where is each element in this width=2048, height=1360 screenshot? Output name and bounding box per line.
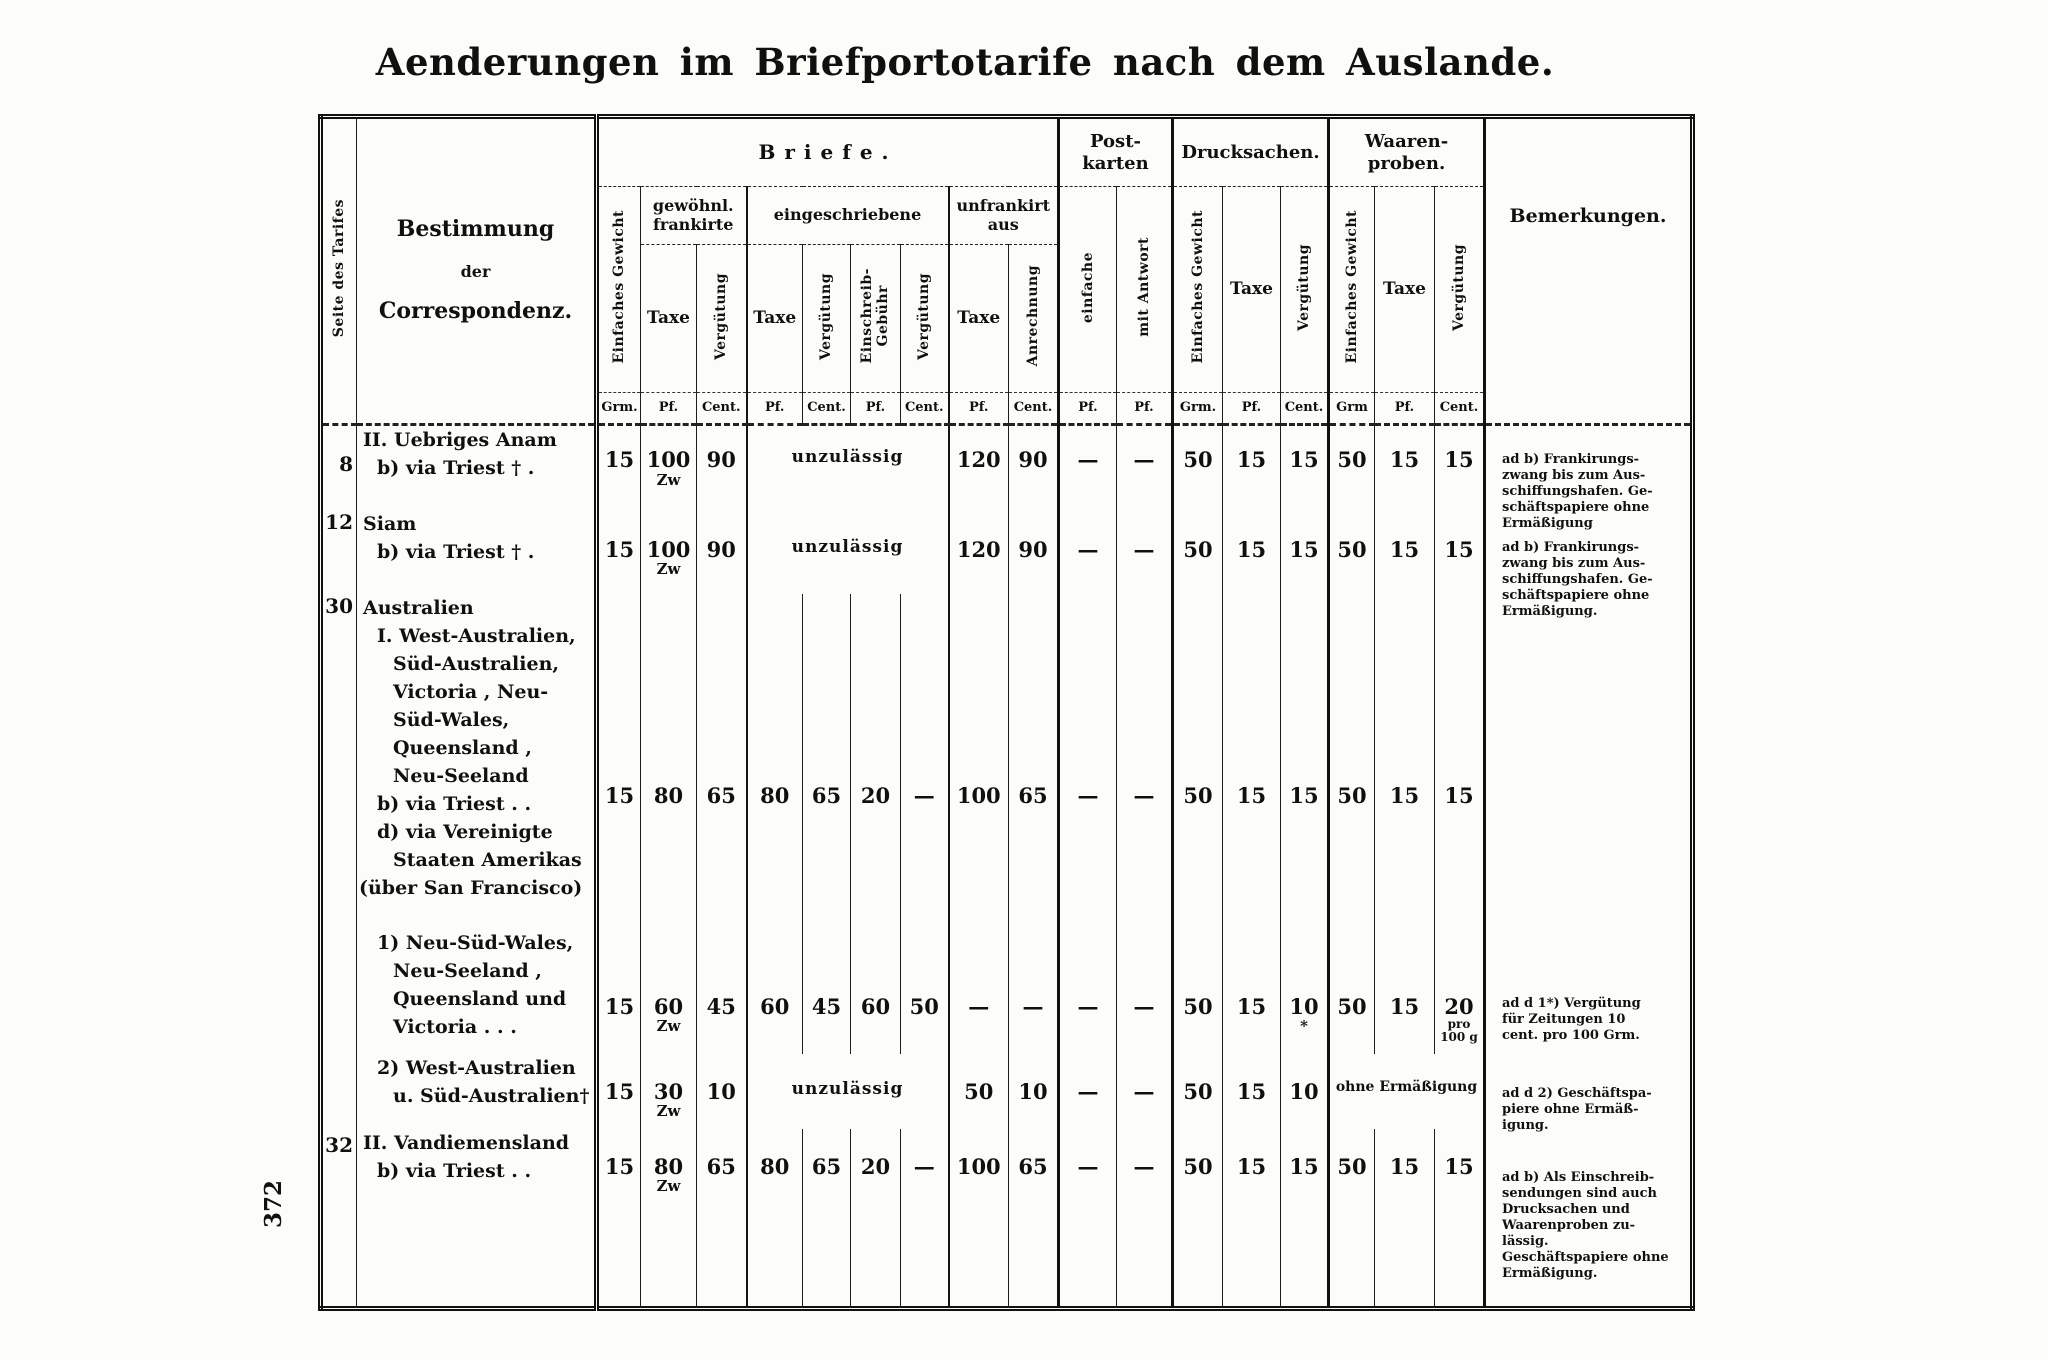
verguetung-label: Vergütung [1295, 243, 1312, 331]
remark-line: Ermäßigung [1502, 516, 1593, 531]
mit-antwort-label: mit Antwort [1135, 237, 1152, 337]
unit-cell: Grm [1329, 393, 1375, 425]
remark-line: igung. [1502, 1118, 1549, 1133]
value-cell: 15 [1435, 1129, 1485, 1309]
value-cell: — [1059, 425, 1117, 510]
value-cell: — [1117, 594, 1173, 929]
destination-line: Süd-Wales, [393, 708, 510, 731]
value-cell: — [1117, 1129, 1173, 1309]
page-ref-cell: 8 [339, 452, 353, 476]
value-cell: 20 pro 100 g [1435, 929, 1485, 1054]
destination-line: (über San Francisco) [359, 876, 583, 899]
value-cell: — [1117, 425, 1173, 510]
value-cell: 15 [597, 425, 641, 510]
page-ref-cell [321, 929, 357, 1054]
unfrankirt-aus-line: unfrankirt [956, 195, 1051, 215]
verguetung-label: Vergütung [713, 272, 730, 360]
value-cell: unzulässig [747, 1054, 949, 1129]
unit-cell: Pf. [641, 393, 697, 425]
value-cell: 80 Zw [641, 1129, 697, 1309]
value-cell: 100 Zw [641, 510, 697, 594]
subgroup-header-gewoehnlich-frankirte [641, 187, 747, 245]
waarenproben-line: proben. [1367, 152, 1446, 174]
seite-des-tarifes-label: Seite des Tarifes [331, 199, 348, 338]
subgroup-header-unfrankirt-aus [949, 187, 1059, 245]
table-row [321, 425, 1693, 510]
value-cell: 15 [1223, 1129, 1281, 1309]
remark-block [1502, 1170, 1700, 1282]
value-cell: 20 [851, 1129, 901, 1309]
col-header-waarenproben-verguetung [1435, 187, 1485, 393]
destination-line: I. West-Australien, [377, 624, 576, 647]
destination-line: Victoria , Neu- [393, 680, 549, 703]
col-header-bemerkungen: Bemerkungen. [1485, 117, 1693, 425]
unit-cell: Cent. [1009, 393, 1059, 425]
unit-cell: Grm. [597, 393, 641, 425]
subgroup-header-eingeschriebene: eingeschriebene [747, 187, 949, 245]
unit-cell: Cent. [1281, 393, 1329, 425]
value-cell: 65 [697, 594, 747, 929]
value-cell: 15 [1375, 1129, 1435, 1309]
value-cell: 50 [1173, 1129, 1223, 1309]
destination-line: Neu-Seeland , [393, 959, 542, 982]
table-row [321, 1129, 1693, 1309]
value-cell: 10 [1281, 1054, 1329, 1129]
unit-cell: Grm. [1173, 393, 1223, 425]
value-cell: 100 Zw [641, 425, 697, 510]
col-header-unfrankirt-taxe: Taxe [949, 245, 1009, 393]
destination-cell [357, 425, 597, 510]
destination-line: u. Süd-Australien† [393, 1084, 590, 1107]
unit-cell: Cent. [901, 393, 949, 425]
col-header-frankirt-taxe: Taxe [641, 245, 697, 393]
value-cell: — [1117, 510, 1173, 594]
value-cell: — [901, 1129, 949, 1309]
col-header-drucksachen-einfaches-gewicht [1173, 187, 1223, 393]
table-row [321, 510, 1693, 594]
remark-line: für Zeitungen 10 [1502, 1012, 1626, 1027]
value-cell: 15 [1375, 929, 1435, 1054]
col-header-einschreib-gebuehr [851, 245, 901, 393]
value-cell: 15 [597, 1129, 641, 1309]
value-cell: 15 [1375, 425, 1435, 510]
value-cell: 50 [1173, 594, 1223, 929]
page-ref-cell [321, 1054, 357, 1129]
value-cell: 65 [1009, 1129, 1059, 1309]
col-header-einschreib-verguetung [901, 245, 949, 393]
table-header [321, 117, 1693, 425]
remark-line: ad b) Frankirungs- [1502, 540, 1640, 555]
remark-line: schiffungshafen. Ge- [1502, 484, 1653, 499]
value-cell: — [1059, 1129, 1117, 1309]
remark-line: ad b) Frankirungs- [1502, 452, 1640, 467]
einfaches-gewicht-label: Einfaches Gewicht [1343, 210, 1360, 364]
remark-line: schäftspapiere ohne [1502, 500, 1650, 515]
page-ref-cell: 12 [325, 509, 353, 534]
destination-line: Staaten Amerikas [393, 848, 582, 871]
value-cell: 15 [1223, 1054, 1281, 1129]
col-header-seite-des-tarifes [321, 117, 357, 425]
value-cell: 15 [1223, 594, 1281, 929]
einfaches-gewicht-label: Einfaches Gewicht [611, 210, 628, 364]
col-header-postkarte-einfache [1059, 187, 1117, 393]
remark-line: cent. pro 100 Grm. [1502, 1028, 1640, 1043]
value-cell: 100 [949, 594, 1009, 929]
value-cell: 15 [1435, 594, 1485, 929]
value-cell: 10 [1009, 1054, 1059, 1129]
value-cell: — [1059, 594, 1117, 929]
destination-line: Süd-Australien, [393, 652, 560, 675]
value-cell: 50 [949, 1054, 1009, 1129]
value-cell: — [1117, 929, 1173, 1054]
value-cell: 50 [1173, 929, 1223, 1054]
value-cell: 15 [597, 929, 641, 1054]
value-cell: unzulässig [747, 425, 949, 510]
unit-cell: Pf. [1059, 393, 1117, 425]
unit-cell: Pf. [1117, 393, 1173, 425]
col-header-briefe-einfaches-gewicht [597, 187, 641, 393]
remark-line: Geschäftspapiere ohne [1502, 1250, 1669, 1265]
anrechnung-label: Anrechnung [1024, 265, 1041, 367]
unit-cell: Pf. [747, 393, 803, 425]
value-cell: 15 [1375, 594, 1435, 929]
value-cell: 15 [1223, 425, 1281, 510]
value-cell: 45 [697, 929, 747, 1054]
value-cell: 15 [1281, 425, 1329, 510]
value-cell: — [1117, 1054, 1173, 1129]
value-cell: ohne Ermäßigung [1329, 1054, 1485, 1129]
value-cell: 60 Zw [641, 929, 697, 1054]
value-cell: 45 [803, 929, 851, 1054]
table-row [321, 1054, 1693, 1129]
value-cell: 50 [1173, 510, 1223, 594]
value-cell: 60 [747, 929, 803, 1054]
value-cell: 65 [803, 1129, 851, 1309]
value-cell: unzulässig [747, 510, 949, 594]
unit-cell: Pf. [1375, 393, 1435, 425]
verguetung-label: Vergütung [1450, 243, 1467, 331]
value-cell: 120 [949, 510, 1009, 594]
value-cell: 15 [597, 1054, 641, 1129]
margin-page-number: 372 [260, 1180, 287, 1229]
value-cell: 10 * [1281, 929, 1329, 1054]
destination-line: b) via Triest † . [377, 540, 535, 563]
remark-line: lässig. [1502, 1234, 1549, 1249]
value-cell: 50 [1329, 510, 1375, 594]
unit-cell: Cent. [697, 393, 747, 425]
remark-line: schiffungshafen. Ge- [1502, 572, 1653, 587]
unit-cell: Pf. [851, 393, 901, 425]
value-cell: 80 [747, 1129, 803, 1309]
unfrankirt-aus-line: aus [987, 214, 1019, 234]
remark-block [1502, 540, 1700, 620]
value-cell: 30 Zw [641, 1054, 697, 1129]
destination-line: Siam [363, 512, 417, 535]
value-cell: 15 [1435, 510, 1485, 594]
col-header-postkarte-mit-antwort [1117, 187, 1173, 393]
table-row [321, 929, 1693, 1054]
destination-line: II. Vandiemensland [363, 1131, 570, 1154]
value-cell: 90 [697, 425, 747, 510]
value-cell: 120 [949, 425, 1009, 510]
destination-cell [357, 1054, 597, 1129]
destination-cell [357, 510, 597, 594]
page-ref-cell: 30 [325, 593, 353, 618]
value-cell: 15 [1281, 510, 1329, 594]
bestimmung-line: Bestimmung [396, 215, 555, 242]
destination-line: 1) Neu-Süd-Wales, [377, 931, 574, 954]
destination-cell [357, 1129, 597, 1309]
group-header-briefe: Briefe. [597, 117, 1059, 187]
value-cell: 100 [949, 1129, 1009, 1309]
unit-cell: Cent. [1435, 393, 1485, 425]
remark-block [1502, 1086, 1700, 1134]
value-cell: — [1059, 510, 1117, 594]
col-header-drucksachen-taxe: Taxe [1223, 187, 1281, 393]
value-cell: 15 [1435, 425, 1485, 510]
group-header-drucksachen: Drucksachen. [1173, 117, 1329, 187]
value-cell: 50 [1173, 425, 1223, 510]
unit-cell: Cent. [803, 393, 851, 425]
value-cell: 90 [1009, 425, 1059, 510]
value-cell: 90 [1009, 510, 1059, 594]
gewoehnlich-frankirte-line: gewöhnl. [652, 195, 734, 215]
value-cell: 15 [1281, 1129, 1329, 1309]
col-header-anrechnung [1009, 245, 1059, 393]
unit-cell: Pf. [949, 393, 1009, 425]
remark-line: zwang bis zum Aus- [1502, 468, 1646, 483]
value-cell: 65 [1009, 594, 1059, 929]
remark-line: piere ohne Ermäß- [1502, 1102, 1639, 1117]
value-cell: 50 [1329, 1129, 1375, 1309]
destination-cell [357, 594, 597, 929]
bestimmung-line: Correspondenz. [378, 298, 573, 325]
destination-line: Queensland , [393, 736, 532, 759]
remark-line: ad d 2) Geschäftspa- [1502, 1086, 1652, 1101]
group-header-waarenproben [1329, 117, 1485, 187]
remark-border-cell [1485, 594, 1693, 929]
value-cell: — [1009, 929, 1059, 1054]
col-header-eingeschrieben-verguetung [803, 245, 851, 393]
remark-line: zwang bis zum Aus- [1502, 556, 1646, 571]
tariff-table [318, 114, 1695, 1311]
value-cell: 15 [597, 510, 641, 594]
value-cell: 10 [697, 1054, 747, 1129]
remark-line: Waarenproben zu- [1502, 1218, 1636, 1233]
value-cell: 50 [1329, 425, 1375, 510]
group-header-postkarten [1059, 117, 1173, 187]
destination-line: Queensland und [393, 987, 567, 1010]
value-cell: 15 [1375, 510, 1435, 594]
page-ref-cell: 32 [325, 1132, 353, 1157]
destination-cell [357, 929, 597, 1054]
value-cell: 15 [1281, 594, 1329, 929]
col-header-drucksachen-verguetung [1281, 187, 1329, 393]
page-title: Aenderungen im Briefportotarife nach dem Auslande. [375, 40, 1555, 84]
remark-block [1502, 452, 1700, 532]
einfaches-gewicht-label: Einfaches Gewicht [1189, 210, 1206, 364]
value-cell: 65 [803, 594, 851, 929]
value-cell: 60 [851, 929, 901, 1054]
value-cell: 15 [597, 594, 641, 929]
value-cell: 90 [697, 510, 747, 594]
value-cell: 65 [697, 1129, 747, 1309]
destination-line: II. Uebriges Anam [363, 429, 557, 451]
table-body [321, 425, 1693, 1309]
einschreib-gebuehr-label: Einschreib- Gebühr [859, 268, 892, 364]
destination-line: d) via Vereinigte [377, 820, 553, 843]
value-cell: — [1059, 1054, 1117, 1129]
col-header-frankirt-verguetung [697, 245, 747, 393]
value-cell: 50 [901, 929, 949, 1054]
remark-line: schäftspapiere ohne [1502, 588, 1650, 603]
destination-line: Neu-Seeland [393, 764, 529, 787]
destination-line: b) via Triest . . [377, 792, 532, 815]
value-cell: 80 [641, 594, 697, 929]
remark-line: Drucksachen und [1502, 1202, 1630, 1217]
waarenproben-line: Waaren- [1364, 131, 1449, 153]
value-cell: 15 [1223, 929, 1281, 1054]
remark-line: ad b) Als Einschreib- [1502, 1170, 1655, 1185]
value-cell: 50 [1329, 929, 1375, 1054]
value-cell: — [1059, 929, 1117, 1054]
table-row [321, 594, 1693, 929]
destination-line: 2) West-Australien [377, 1056, 576, 1079]
value-cell: 15 [1223, 510, 1281, 594]
einfache-label: einfache [1079, 251, 1096, 323]
value-cell: 50 [1173, 1054, 1223, 1129]
gewoehnlich-frankirte-line: frankirte [653, 214, 734, 234]
destination-line: Victoria . . . [393, 1015, 517, 1038]
destination-line: b) via Triest † . [377, 457, 535, 479]
remark-line: Ermäßigung. [1502, 604, 1598, 619]
remark-line: Ermäßigung. [1502, 1266, 1598, 1281]
col-header-waarenproben-taxe: Taxe [1375, 187, 1435, 393]
verguetung-label: Vergütung [818, 272, 835, 360]
value-cell: 50 [1329, 594, 1375, 929]
postkarten-line: Post- [1090, 131, 1141, 153]
value-cell: 20 [851, 594, 901, 929]
unit-cell: Pf. [1223, 393, 1281, 425]
remark-block [1502, 996, 1700, 1044]
col-header-eingeschrieben-taxe: Taxe [747, 245, 803, 393]
remark-line: ad d 1*) Vergütung [1502, 996, 1641, 1011]
value-cell: — [949, 929, 1009, 1054]
value-cell: 80 [747, 594, 803, 929]
destination-line: b) via Triest . . [377, 1159, 532, 1182]
col-header-waarenproben-einfaches-gewicht [1329, 187, 1375, 393]
verguetung-label: Vergütung [916, 272, 933, 360]
destination-line: Australien [363, 596, 474, 619]
postkarten-line: karten [1082, 152, 1149, 174]
col-header-bestimmung-der-correspondenz [357, 117, 597, 425]
value-cell: — [901, 594, 949, 929]
bestimmung-line: der [460, 261, 491, 281]
remark-line: sendungen sind auch [1502, 1186, 1657, 1201]
